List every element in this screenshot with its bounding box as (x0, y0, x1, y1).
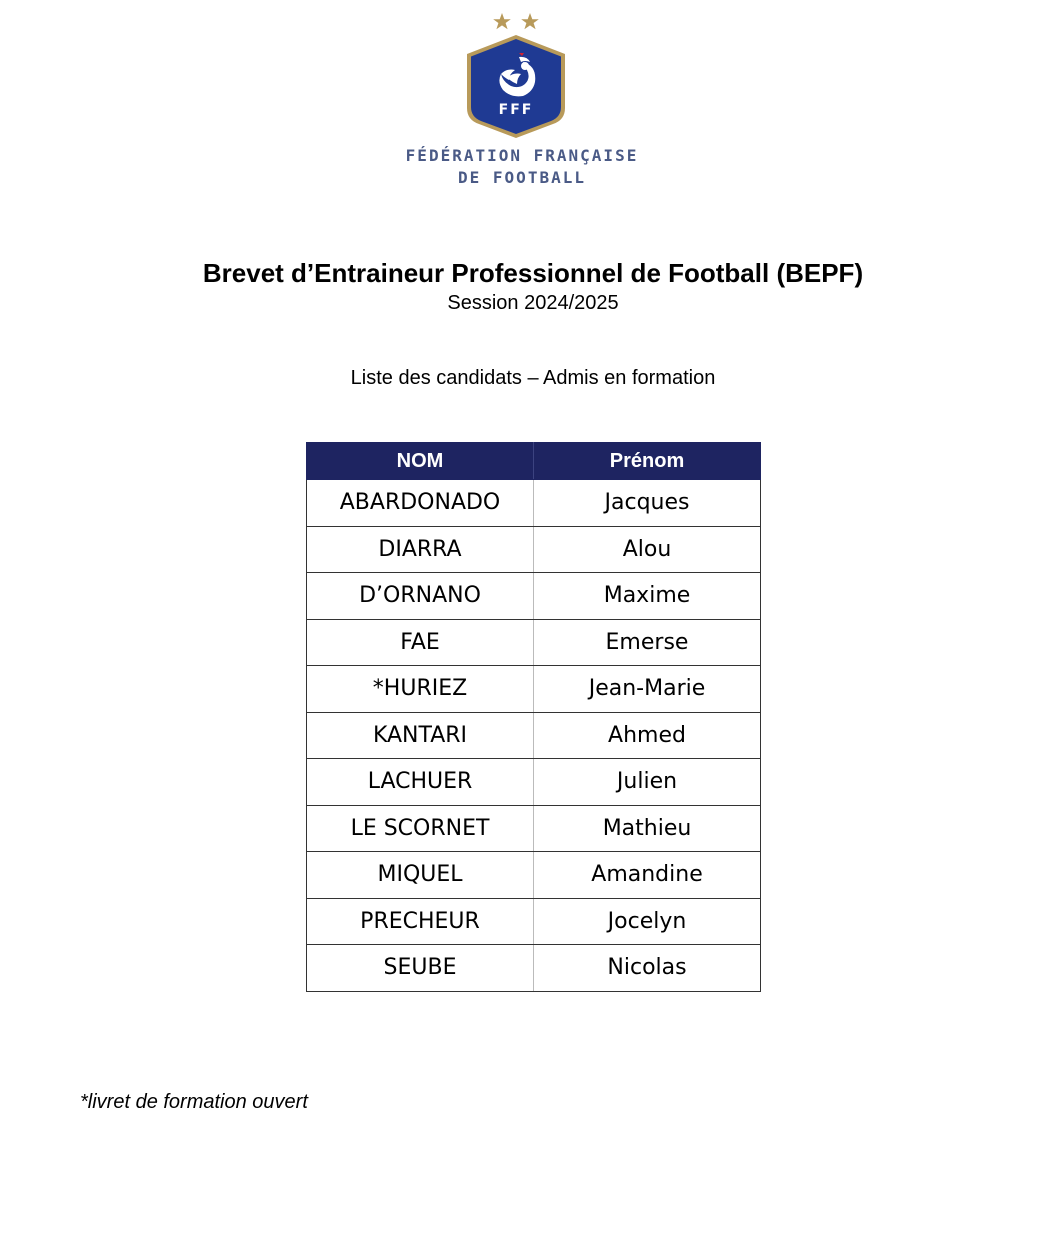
cell-prenom: Jacques (534, 480, 761, 527)
cell-prenom: Mathieu (534, 805, 761, 852)
table-row (307, 759, 761, 806)
column-header-prenom: Prénom (534, 443, 761, 480)
table-header-row (307, 443, 761, 480)
cell-prenom: Jocelyn (534, 898, 761, 945)
table-row (307, 945, 761, 992)
table-row (307, 666, 761, 713)
table-row (307, 573, 761, 620)
table-row (307, 526, 761, 573)
table-row (307, 619, 761, 666)
table-row (307, 480, 761, 527)
svg-text:FFF: FFF (498, 102, 534, 118)
cell-nom: PRECHEUR (307, 898, 534, 945)
fff-rooster-crest-icon (467, 10, 577, 145)
table-row (307, 852, 761, 899)
cell-prenom: Emerse (534, 619, 761, 666)
cell-nom: FAE (307, 619, 534, 666)
org-name-line1: FÉDÉRATION FRANÇAISE (405, 146, 639, 165)
document-subtitle: Session 2024/2025 (447, 292, 619, 314)
cell-nom: ABARDONADO (307, 480, 534, 527)
cell-nom: MIQUEL (307, 852, 534, 899)
cell-nom: LACHUER (307, 759, 534, 806)
table-row (307, 712, 761, 759)
cell-prenom: Nicolas (534, 945, 761, 992)
cell-prenom: Alou (534, 526, 761, 573)
cell-nom: *HURIEZ (307, 666, 534, 713)
org-name-line2: DE FOOTBALL (458, 168, 586, 187)
document-title: Brevet d’Entraineur Professionnel de Football (BEPF) (202, 258, 864, 288)
footnote: *livret de formation ouvert (80, 1091, 308, 1113)
cell-nom: D’ORNANO (307, 573, 534, 620)
star-icon (521, 13, 539, 29)
cell-prenom: Ahmed (534, 712, 761, 759)
cell-prenom: Maxime (534, 573, 761, 620)
star-icon (493, 13, 511, 29)
cell-nom: KANTARI (307, 712, 534, 759)
table-row (307, 805, 761, 852)
table-row (307, 898, 761, 945)
cell-prenom: Amandine (534, 852, 761, 899)
cell-nom: SEUBE (307, 945, 534, 992)
fff-logo (0, 10, 1044, 145)
list-title: Liste des candidats – Admis en formation (350, 367, 716, 389)
cell-prenom: Jean-Marie (534, 666, 761, 713)
cell-nom: DIARRA (307, 526, 534, 573)
cell-prenom: Julien (534, 759, 761, 806)
cell-nom: LE SCORNET (307, 805, 534, 852)
candidates-table (306, 442, 761, 992)
column-header-nom: NOM (307, 443, 534, 480)
